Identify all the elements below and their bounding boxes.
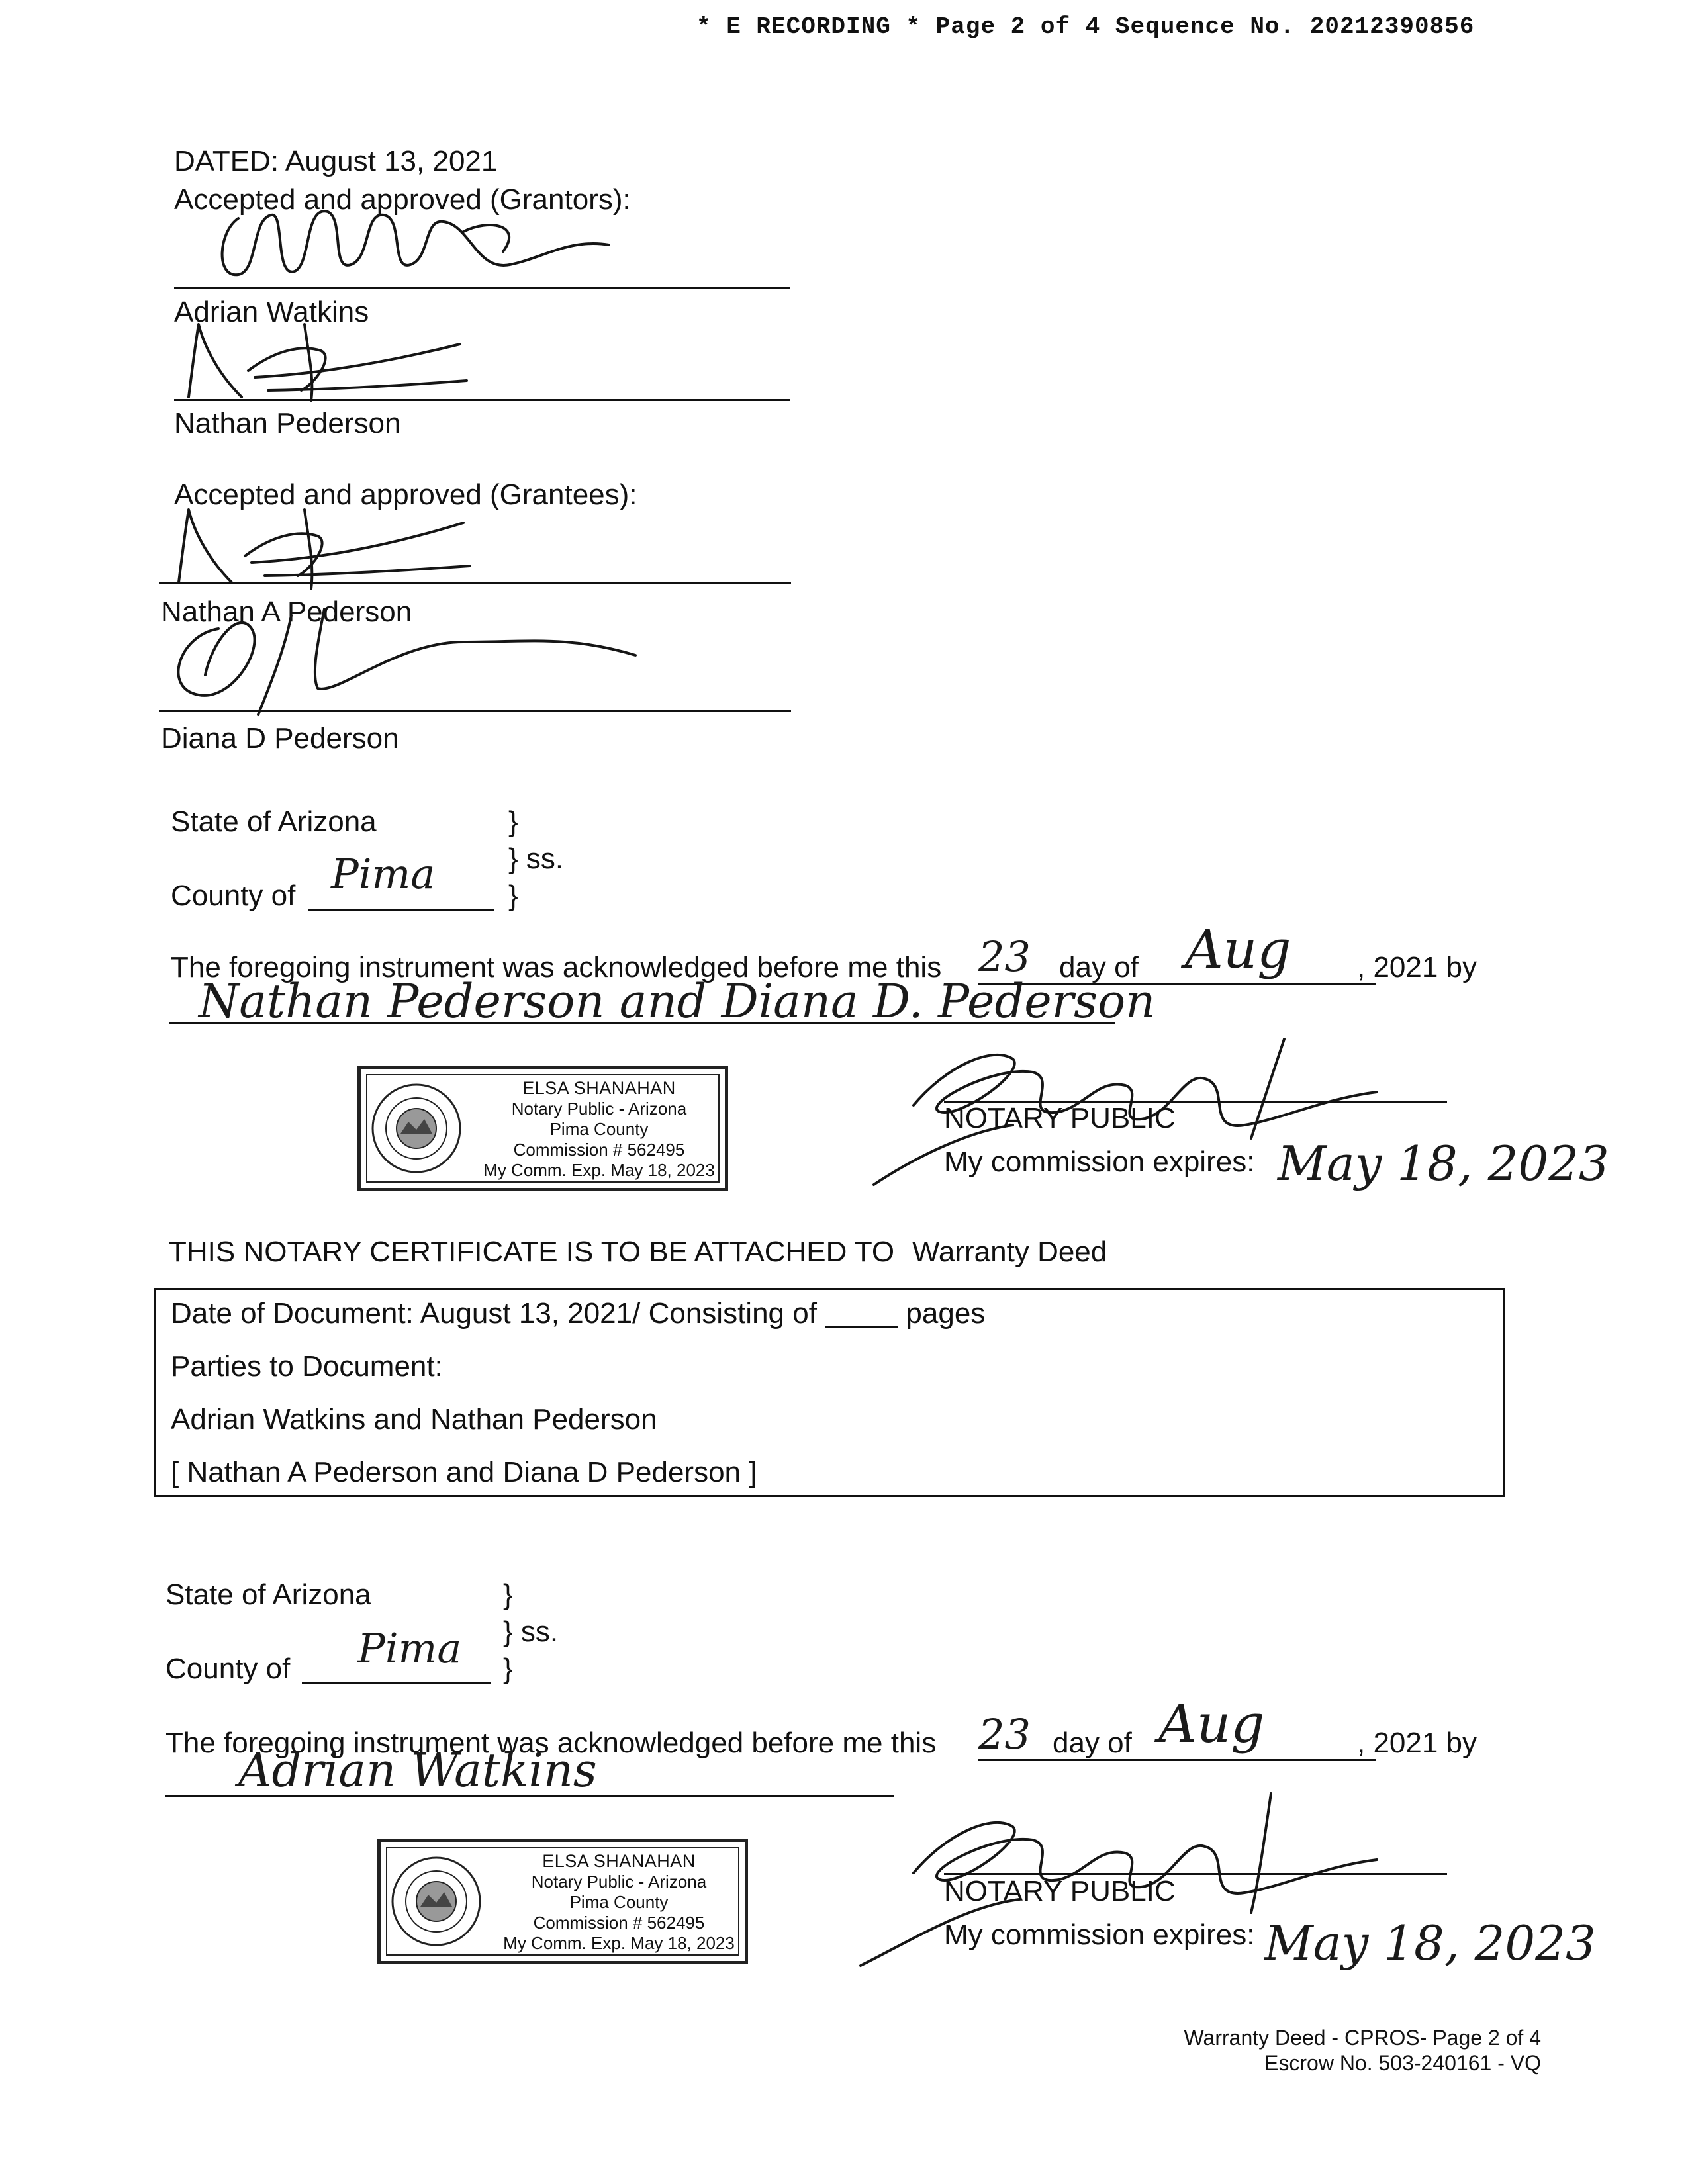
certificate-date-text: Date of Document: August 13, 2021/ Consisting of bbox=[171, 1297, 817, 1330]
stamp-name: ELSA SHANAHAN bbox=[522, 1078, 676, 1098]
recording-header: * E RECORDING * Page 2 of 4 Sequence No. 20212390856 bbox=[696, 13, 1475, 40]
notary1-brace-top: } bbox=[508, 805, 518, 838]
stamp-expiry: My Comm. Exp. May 18, 2023 bbox=[483, 1160, 715, 1180]
notary1-county-label: County of bbox=[171, 880, 296, 912]
notary2-names-line bbox=[165, 1795, 894, 1797]
notary2-county-label: County of bbox=[165, 1653, 291, 1685]
stamp-county: Pima County bbox=[549, 1119, 649, 1139]
page-footer bbox=[1184, 2025, 1541, 2075]
notary1-county-line bbox=[308, 909, 494, 911]
footer-line-1: Warranty Deed - CPROS- Page 2 of 4 bbox=[1184, 2026, 1541, 2050]
footer-line-2: Escrow No. 503-240161 - VQ bbox=[1264, 2051, 1541, 2075]
notary2-ss: } ss. bbox=[503, 1615, 559, 1648]
signature-line-grantee1 bbox=[159, 582, 791, 584]
notary1-ack-text: The foregoing instrument was acknowledged before me this bbox=[171, 951, 942, 983]
stamp-title: Notary Public - Arizona bbox=[511, 1099, 687, 1118]
certificate-box bbox=[154, 1288, 1505, 1497]
certificate-attach-label: THIS NOTARY CERTIFICATE IS TO BE ATTACHED TO bbox=[169, 1236, 895, 1268]
notary1-stamp bbox=[357, 1066, 728, 1191]
signature-diana-pederson bbox=[159, 589, 649, 721]
stamp-title: Notary Public - Arizona bbox=[531, 1872, 707, 1891]
notary1-day-of: day of bbox=[1059, 951, 1139, 983]
signature-line-grantee2 bbox=[159, 710, 791, 712]
stamp-name: ELSA SHANAHAN bbox=[542, 1851, 696, 1871]
notary1-ss: } ss. bbox=[508, 842, 564, 875]
grantee2-name: Diana D Pederson bbox=[161, 722, 399, 754]
notary1-commission-handwritten: May 18, 2023 bbox=[1278, 1136, 1609, 1191]
notary1-year-by: , 2021 by bbox=[1357, 951, 1477, 983]
signature-adrian-watkins bbox=[212, 192, 622, 291]
grantor2-name: Nathan Pederson bbox=[174, 407, 401, 439]
notary2-state: State of Arizona bbox=[165, 1578, 371, 1611]
signature-nathan-pederson-1 bbox=[169, 311, 487, 404]
notary1-brace-bottom: } bbox=[508, 880, 518, 912]
signature-line-grantor1 bbox=[174, 287, 790, 289]
notary2-date-line bbox=[978, 1759, 1376, 1761]
notary2-day-of: day of bbox=[1053, 1727, 1132, 1759]
grantors-caption: Accepted and approved (Grantors): bbox=[174, 183, 631, 216]
dated-line: DATED: August 13, 2021 bbox=[174, 145, 498, 177]
notary1-state: State of Arizona bbox=[171, 805, 377, 838]
notary1-public-label: NOTARY PUBLIC bbox=[944, 1102, 1176, 1134]
grantees-caption: Accepted and approved (Grantees): bbox=[174, 478, 637, 511]
notary2-county-handwritten: Pima bbox=[357, 1624, 462, 1672]
notary1-day-handwritten: 23 bbox=[978, 933, 1031, 981]
notary2-commission-handwritten: May 18, 2023 bbox=[1264, 1915, 1596, 1971]
pages-blank bbox=[825, 1300, 898, 1328]
notary2-public-label: NOTARY PUBLIC bbox=[944, 1875, 1176, 1907]
certificate-parties-1: Adrian Watkins and Nathan Pederson bbox=[171, 1403, 657, 1435]
arizona-seal-icon bbox=[370, 1082, 463, 1175]
grantor1-name: Adrian Watkins bbox=[174, 296, 369, 328]
notary2-names-handwritten: Adrian Watkins bbox=[238, 1743, 597, 1797]
notary2-brace-top: } bbox=[503, 1578, 513, 1611]
grantee1-name: Nathan A Pederson bbox=[161, 596, 412, 628]
stamp-commission: Commission # 562495 bbox=[533, 1913, 705, 1933]
stamp-county: Pima County bbox=[569, 1892, 669, 1912]
stamp-commission: Commission # 562495 bbox=[513, 1140, 685, 1160]
notary2-year-by: , 2021 by bbox=[1357, 1727, 1477, 1759]
certificate-parties-label: Parties to Document: bbox=[171, 1350, 443, 1383]
notary2-county-line bbox=[302, 1682, 491, 1684]
certificate-date-line bbox=[171, 1299, 985, 1328]
notary2-commission-label: My commission expires: bbox=[944, 1919, 1255, 1951]
arizona-seal-icon bbox=[390, 1855, 483, 1948]
notary1-names-handwritten: Nathan Pederson and Diana D. Pederson bbox=[199, 974, 1156, 1028]
notary1-names-line bbox=[169, 1022, 1115, 1024]
notary2-stamp bbox=[377, 1839, 748, 1964]
notary2-brace-bottom: } bbox=[503, 1653, 513, 1685]
signature-line-grantor2 bbox=[174, 399, 790, 401]
certificate-doc-type: Warranty Deed bbox=[912, 1236, 1107, 1268]
signature-nathan-pederson-2 bbox=[159, 490, 490, 596]
notary2-ack-text: The foregoing instrument was acknowledged before me this bbox=[165, 1727, 937, 1759]
notary2-day-handwritten: 23 bbox=[978, 1710, 1031, 1758]
stamp-expiry: My Comm. Exp. May 18, 2023 bbox=[503, 1933, 735, 1953]
notary2-month-handwritten: Aug bbox=[1158, 1693, 1265, 1754]
certificate-pages-label: pages bbox=[906, 1297, 986, 1330]
certificate-parties-2: [ Nathan A Pederson and Diana D Pederson ] bbox=[171, 1456, 757, 1488]
notary1-month-handwritten: Aug bbox=[1185, 919, 1291, 980]
notary1-commission-label: My commission expires: bbox=[944, 1146, 1255, 1178]
notary1-county-handwritten: Pima bbox=[331, 850, 436, 898]
